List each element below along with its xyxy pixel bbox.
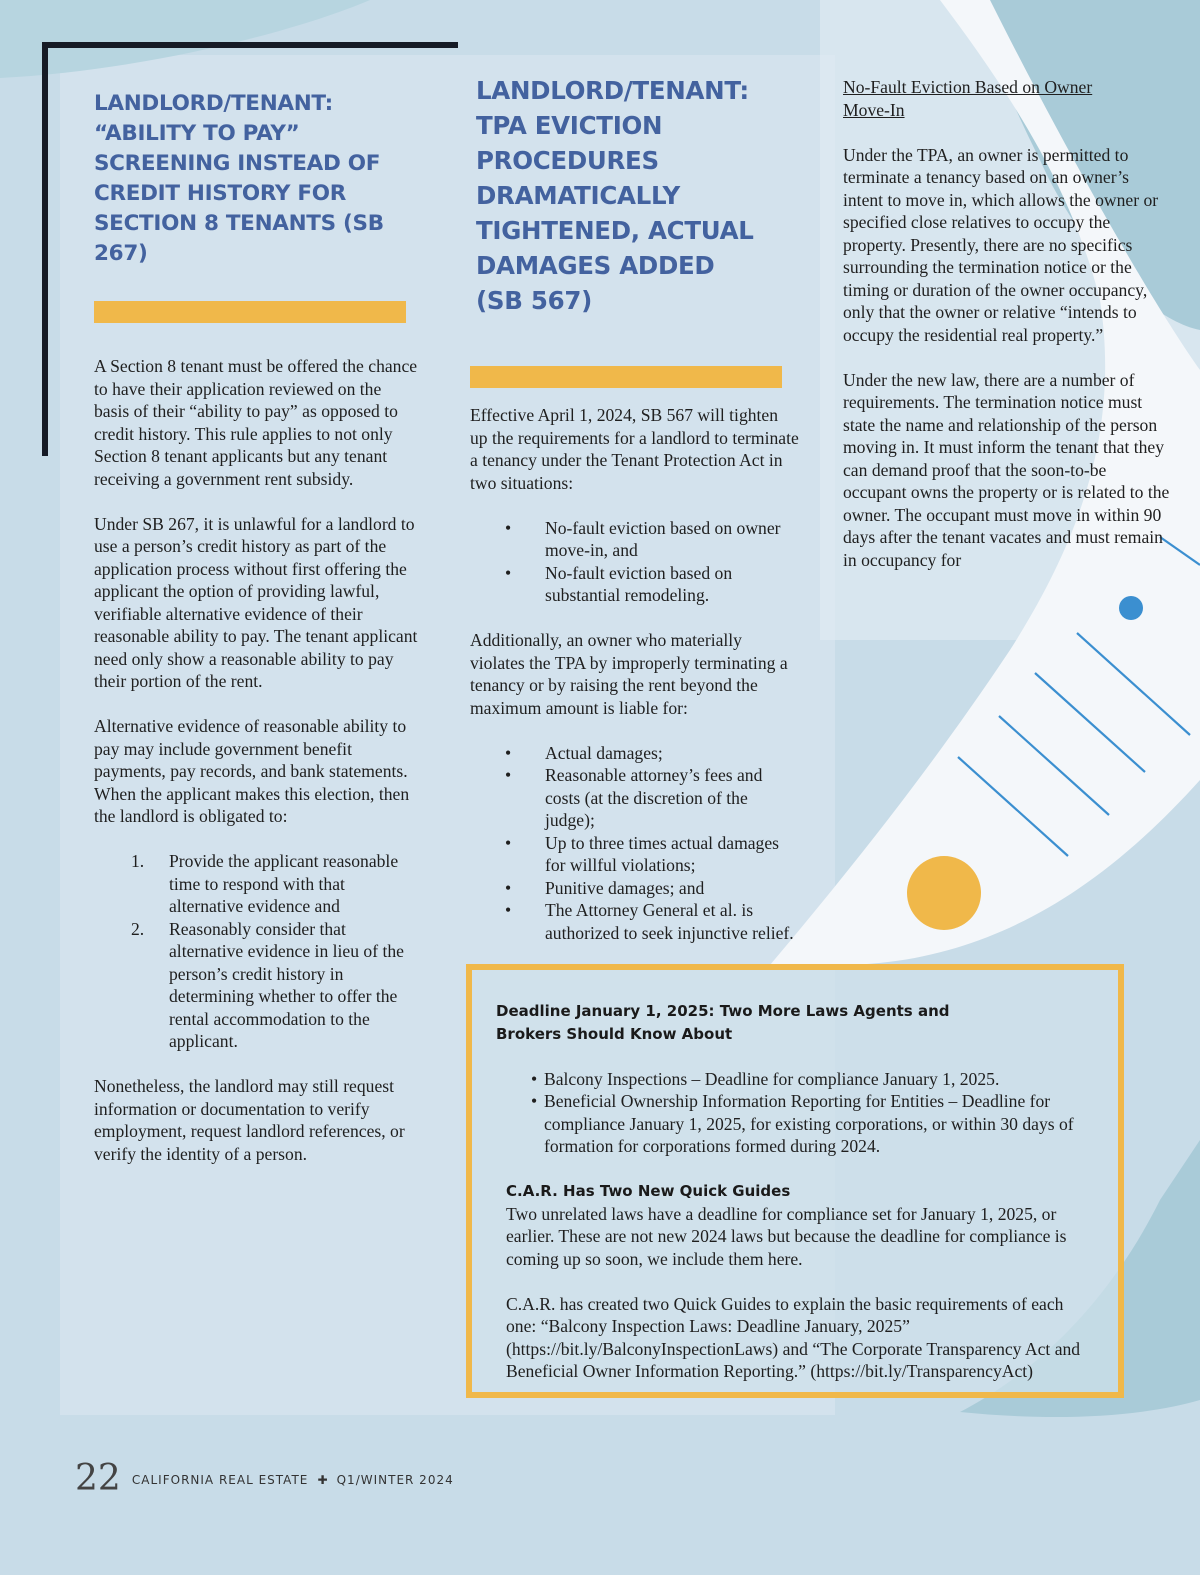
headline-sb267: LANDLORD/TENANT: “ABILITY TO PAY” SCREENING INSTEAD OF CREDIT HISTORY FOR SECTION 8 TENANTS (SB 267) <box>94 91 384 266</box>
list-item: • Up to three times actual damages for willful violations; <box>470 832 800 877</box>
paragraph: Alternative evidence of reasonable ability to pay may include government benefit payments, pay records, and bank statements. When the applicant makes this election, then the landlord is obligated to: <box>94 716 410 826</box>
list-item: • The Attorney General et al. is authorized to seek injunctive relief. <box>470 899 800 944</box>
list-item: • Punitive damages; and <box>470 877 800 900</box>
paragraph: Under SB 267, it is unlawful for a landlord to use a person’s credit history as part of the application process without first offering the applicant the option of providing lawful, verifiable alternative evidence of their reasonable ability to pay. The tenant applicant need only show a reasonable ability to pay their portion of the rent. <box>94 513 418 691</box>
callout-heading: Deadline January 1, 2025: Two More Laws Agents and Brokers Should Know About <box>496 1002 950 1043</box>
eviction-situations-list <box>470 517 800 607</box>
list-item <box>94 918 419 1053</box>
deadline-list <box>496 1068 1096 1158</box>
page-number: 22 <box>75 1458 121 1499</box>
column-ability-to-pay <box>94 89 419 1165</box>
subheading-owner-move-in: No-Fault Eviction Based on Owner Move-In <box>843 77 1093 120</box>
list-item: • Reasonable attorney’s fees and costs (at the discretion of the judge); <box>470 764 800 832</box>
column-owner-move-in <box>843 76 1171 571</box>
list-item: • No-fault eviction based on substantial remodeling. <box>470 562 800 607</box>
list-number: 1. <box>131 851 145 871</box>
headline-sb567: LANDLORD/TENANT: TPA EVICTION PROCEDURES DRAMATICALLY TIGHTENED, ACTUAL DAMAGES ADDED (SB 567) <box>476 76 754 315</box>
paragraph: A Section 8 tenant must be offered the chance to have their application reviewed on the basis of their “ability to pay” as opposed to credit history. This rule applies to not only Section 8 tenant applicants but any tenant receiving a government rent subsidy. <box>94 356 418 489</box>
liability-list <box>470 742 800 945</box>
page-footer <box>75 1458 454 1499</box>
list-item-text: Reasonably consider that alternative evidence in lieu of the person’s credit history in determining whether to offer the rental accommodation to the applicant. <box>169 918 404 1051</box>
paragraph: Under the TPA, an owner is permitted to terminate a tenancy based on an owner’s intent to move in, which allows the owner or specified close relatives to occupy the property. Presently, there are no specifics surrounding the termination notice or the timing or duration of the owner occupancy, only that the owner or relative “intends to occupy the residential real property.” <box>843 144 1159 345</box>
headline-accent-bar <box>470 366 782 388</box>
obligations-list <box>94 850 419 1053</box>
column-tpa-eviction <box>470 73 800 944</box>
list-item: • Beneficial Ownership Information Reporting for Entities – Deadline for compliance January 1, 2025, for existing corporations, or within 30 days of formation for corporations formed during 2024. <box>496 1090 1096 1158</box>
magazine-name: CALIFORNIA REAL ESTATE <box>131 1473 309 1487</box>
headline-accent-bar <box>94 301 406 323</box>
paragraph: Effective April 1, 2024, SB 567 will tighten up the requirements for a landlord to terminate a tenancy under the Tenant Protection Act in two situations: <box>470 405 799 493</box>
list-item: • No-fault eviction based on owner move-in, and <box>470 517 800 562</box>
paragraph: C.A.R. has created two Quick Guides to explain the basic requirements of each one: “Balcony Inspection Laws: Deadline January, 2025” (https://bit.ly/BalconyInspectionLaws) and “The Corporate Transparency Act and Beneficial Owner Information Reporting.” (https://bit.ly/TransparencyAct) <box>506 1293 1081 1381</box>
list-item: • Actual damages; <box>470 742 800 765</box>
deadline-callout-box <box>466 964 1124 1398</box>
paragraph: Under the new law, there are a number of requirements. The termination notice must state the name and relationship of the person moving in. It must inform the tenant that they can demand proof that the soon-to-be occupant owns the property or is related to the owner. The occupant must move in within 90 days after the tenant vacates and must remain in occupancy for <box>843 369 1170 570</box>
list-number: 2. <box>131 918 145 939</box>
issue-label: Q1/WINTER 2024 <box>336 1473 454 1487</box>
callout-subheading: C.A.R. Has Two New Quick Guides <box>506 1182 791 1200</box>
paragraph: Two unrelated laws have a deadline for compliance set for January 1, 2025, or earlier. These are not new 2024 laws but because the deadline for compliance is coming up so soon, we include them here. <box>506 1203 1067 1269</box>
paragraph: Additionally, an owner who materially violates the TPA by improperly terminating a tenancy or by raising the rent beyond the maximum amount is liable for: <box>470 630 788 718</box>
list-item <box>94 850 419 918</box>
list-item: • Balcony Inspections – Deadline for compliance January 1, 2025. <box>496 1068 1096 1091</box>
list-item-text: Provide the applicant reasonable time to respond with that alternative evidence and <box>169 851 399 916</box>
separator-cross-icon: ✚ <box>317 1473 328 1487</box>
paragraph: Nonetheless, the landlord may still request information or documentation to verify employment, request landlord references, or verify the identity of a person. <box>94 1076 405 1164</box>
